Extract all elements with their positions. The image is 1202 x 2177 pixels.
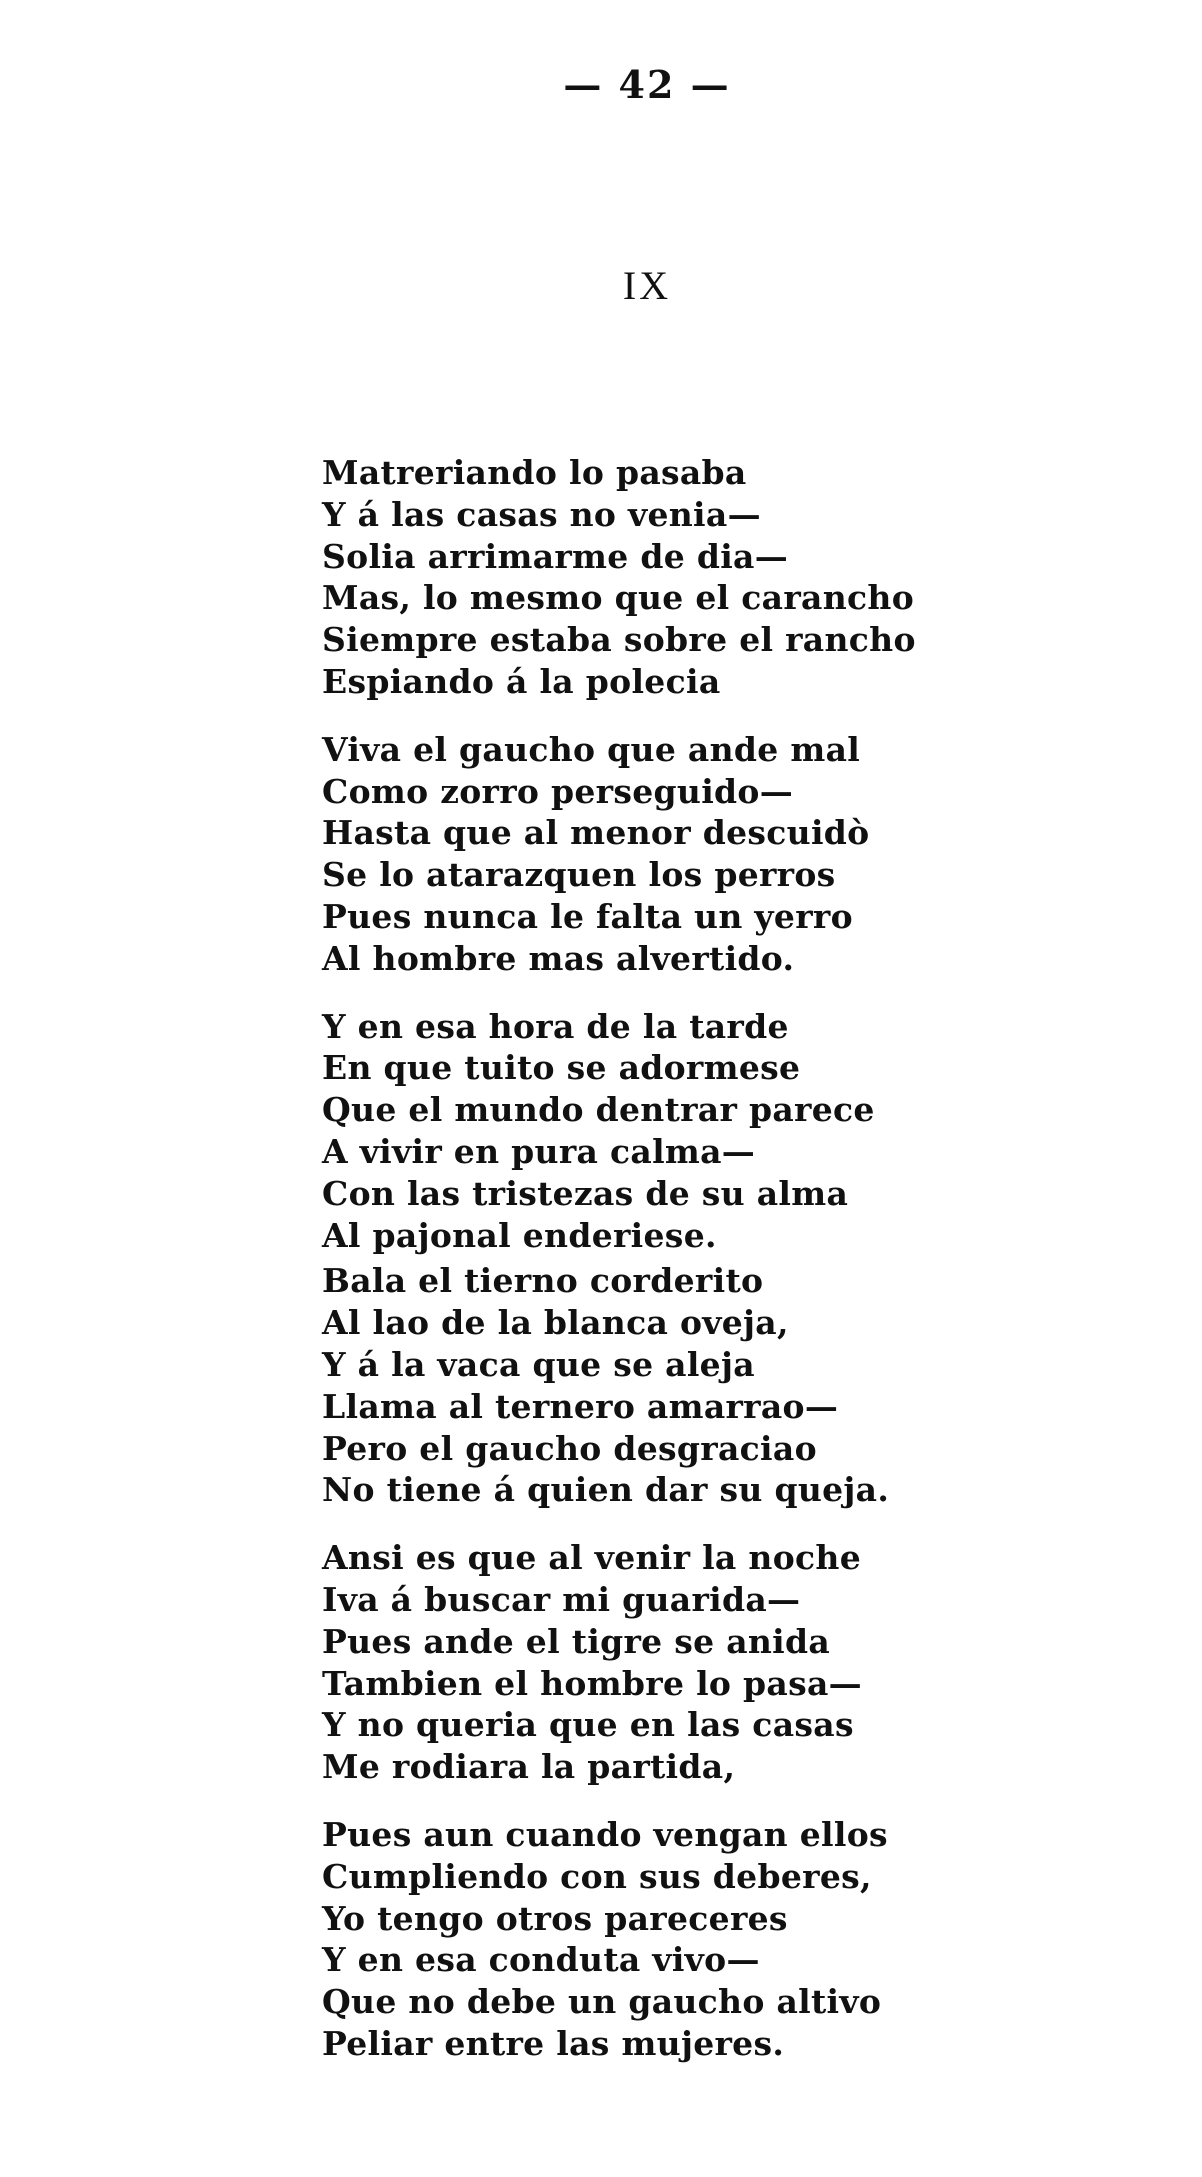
poem-line: No tiene á quien dar su queja. bbox=[322, 1470, 890, 1510]
poem-line: Siempre estaba sobre el rancho bbox=[322, 620, 916, 660]
poem-line: Pues nunca le falta un yerro bbox=[322, 896, 853, 936]
poem-line: Y á las casas no venia— bbox=[322, 494, 761, 534]
poem-line: Pero el gaucho desgraciao bbox=[322, 1428, 817, 1468]
poem-line: Mas, lo mesmo que el carancho bbox=[322, 578, 915, 618]
poem-line: Al hombre mas alvertido. bbox=[322, 938, 795, 978]
poem-line: A vivir en pura calma— bbox=[322, 1131, 756, 1171]
poem-line: Con las tristezas de su alma bbox=[322, 1173, 849, 1213]
poem-line: Espiando á la polecia bbox=[322, 661, 721, 701]
poem bbox=[322, 452, 1182, 2091]
poem-line: Viva el gaucho que ande mal bbox=[322, 729, 861, 769]
poem-line: Hasta que al menor descuidò bbox=[322, 813, 870, 853]
poem-line: Peliar entre las mujeres. bbox=[322, 2023, 785, 2063]
poem-line: Y en esa hora de la tarde bbox=[322, 1006, 789, 1046]
stanza bbox=[322, 1537, 1182, 1788]
poem-line: Ansi es que al venir la noche bbox=[322, 1538, 861, 1578]
poem-line: Que no debe un gaucho altivo bbox=[322, 1982, 882, 2022]
stanza bbox=[322, 729, 1182, 980]
stanza bbox=[322, 452, 1182, 703]
stanza bbox=[322, 1006, 1182, 1257]
page-number: — 42 — bbox=[563, 62, 731, 107]
stanza bbox=[322, 1260, 1182, 1511]
poem-line: Iva á buscar mi guarida— bbox=[322, 1579, 801, 1619]
poem-line: Al lao de la blanca oveja, bbox=[322, 1303, 789, 1343]
poem-line: Llama al ternero amarrao— bbox=[322, 1386, 839, 1426]
poem-line: Al pajonal enderiese. bbox=[322, 1215, 717, 1255]
poem-line: Cumpliendo con sus deberes, bbox=[322, 1856, 872, 1896]
poem-line: Pues aun cuando vengan ellos bbox=[322, 1814, 888, 1854]
poem-line: Yo tengo otros pareceres bbox=[322, 1898, 788, 1938]
poem-line: Que el mundo dentrar parece bbox=[322, 1090, 875, 1130]
poem-line: Y no queria que en las casas bbox=[322, 1705, 854, 1745]
section-heading: IX bbox=[622, 263, 672, 308]
poem-line: Me rodiara la partida, bbox=[322, 1747, 736, 1787]
poem-line: Y en esa conduta vivo— bbox=[322, 1940, 760, 1980]
poem-line: Se lo atarazquen los perros bbox=[322, 855, 836, 895]
poem-line: En que tuito se adormese bbox=[322, 1048, 801, 1088]
poem-line: Como zorro perseguido— bbox=[322, 771, 794, 811]
poem-line: Bala el tierno corderito bbox=[322, 1261, 764, 1301]
poem-line: Y á la vaca que se aleja bbox=[322, 1344, 755, 1384]
stanza bbox=[322, 1814, 1182, 2065]
poem-line: Matreriando lo pasaba bbox=[322, 453, 747, 492]
poem-line: Tambien el hombre lo pasa— bbox=[322, 1663, 862, 1703]
poem-line: Solia arrimarme de dia— bbox=[322, 536, 789, 576]
poem-line: Pues ande el tigre se anida bbox=[322, 1621, 831, 1661]
